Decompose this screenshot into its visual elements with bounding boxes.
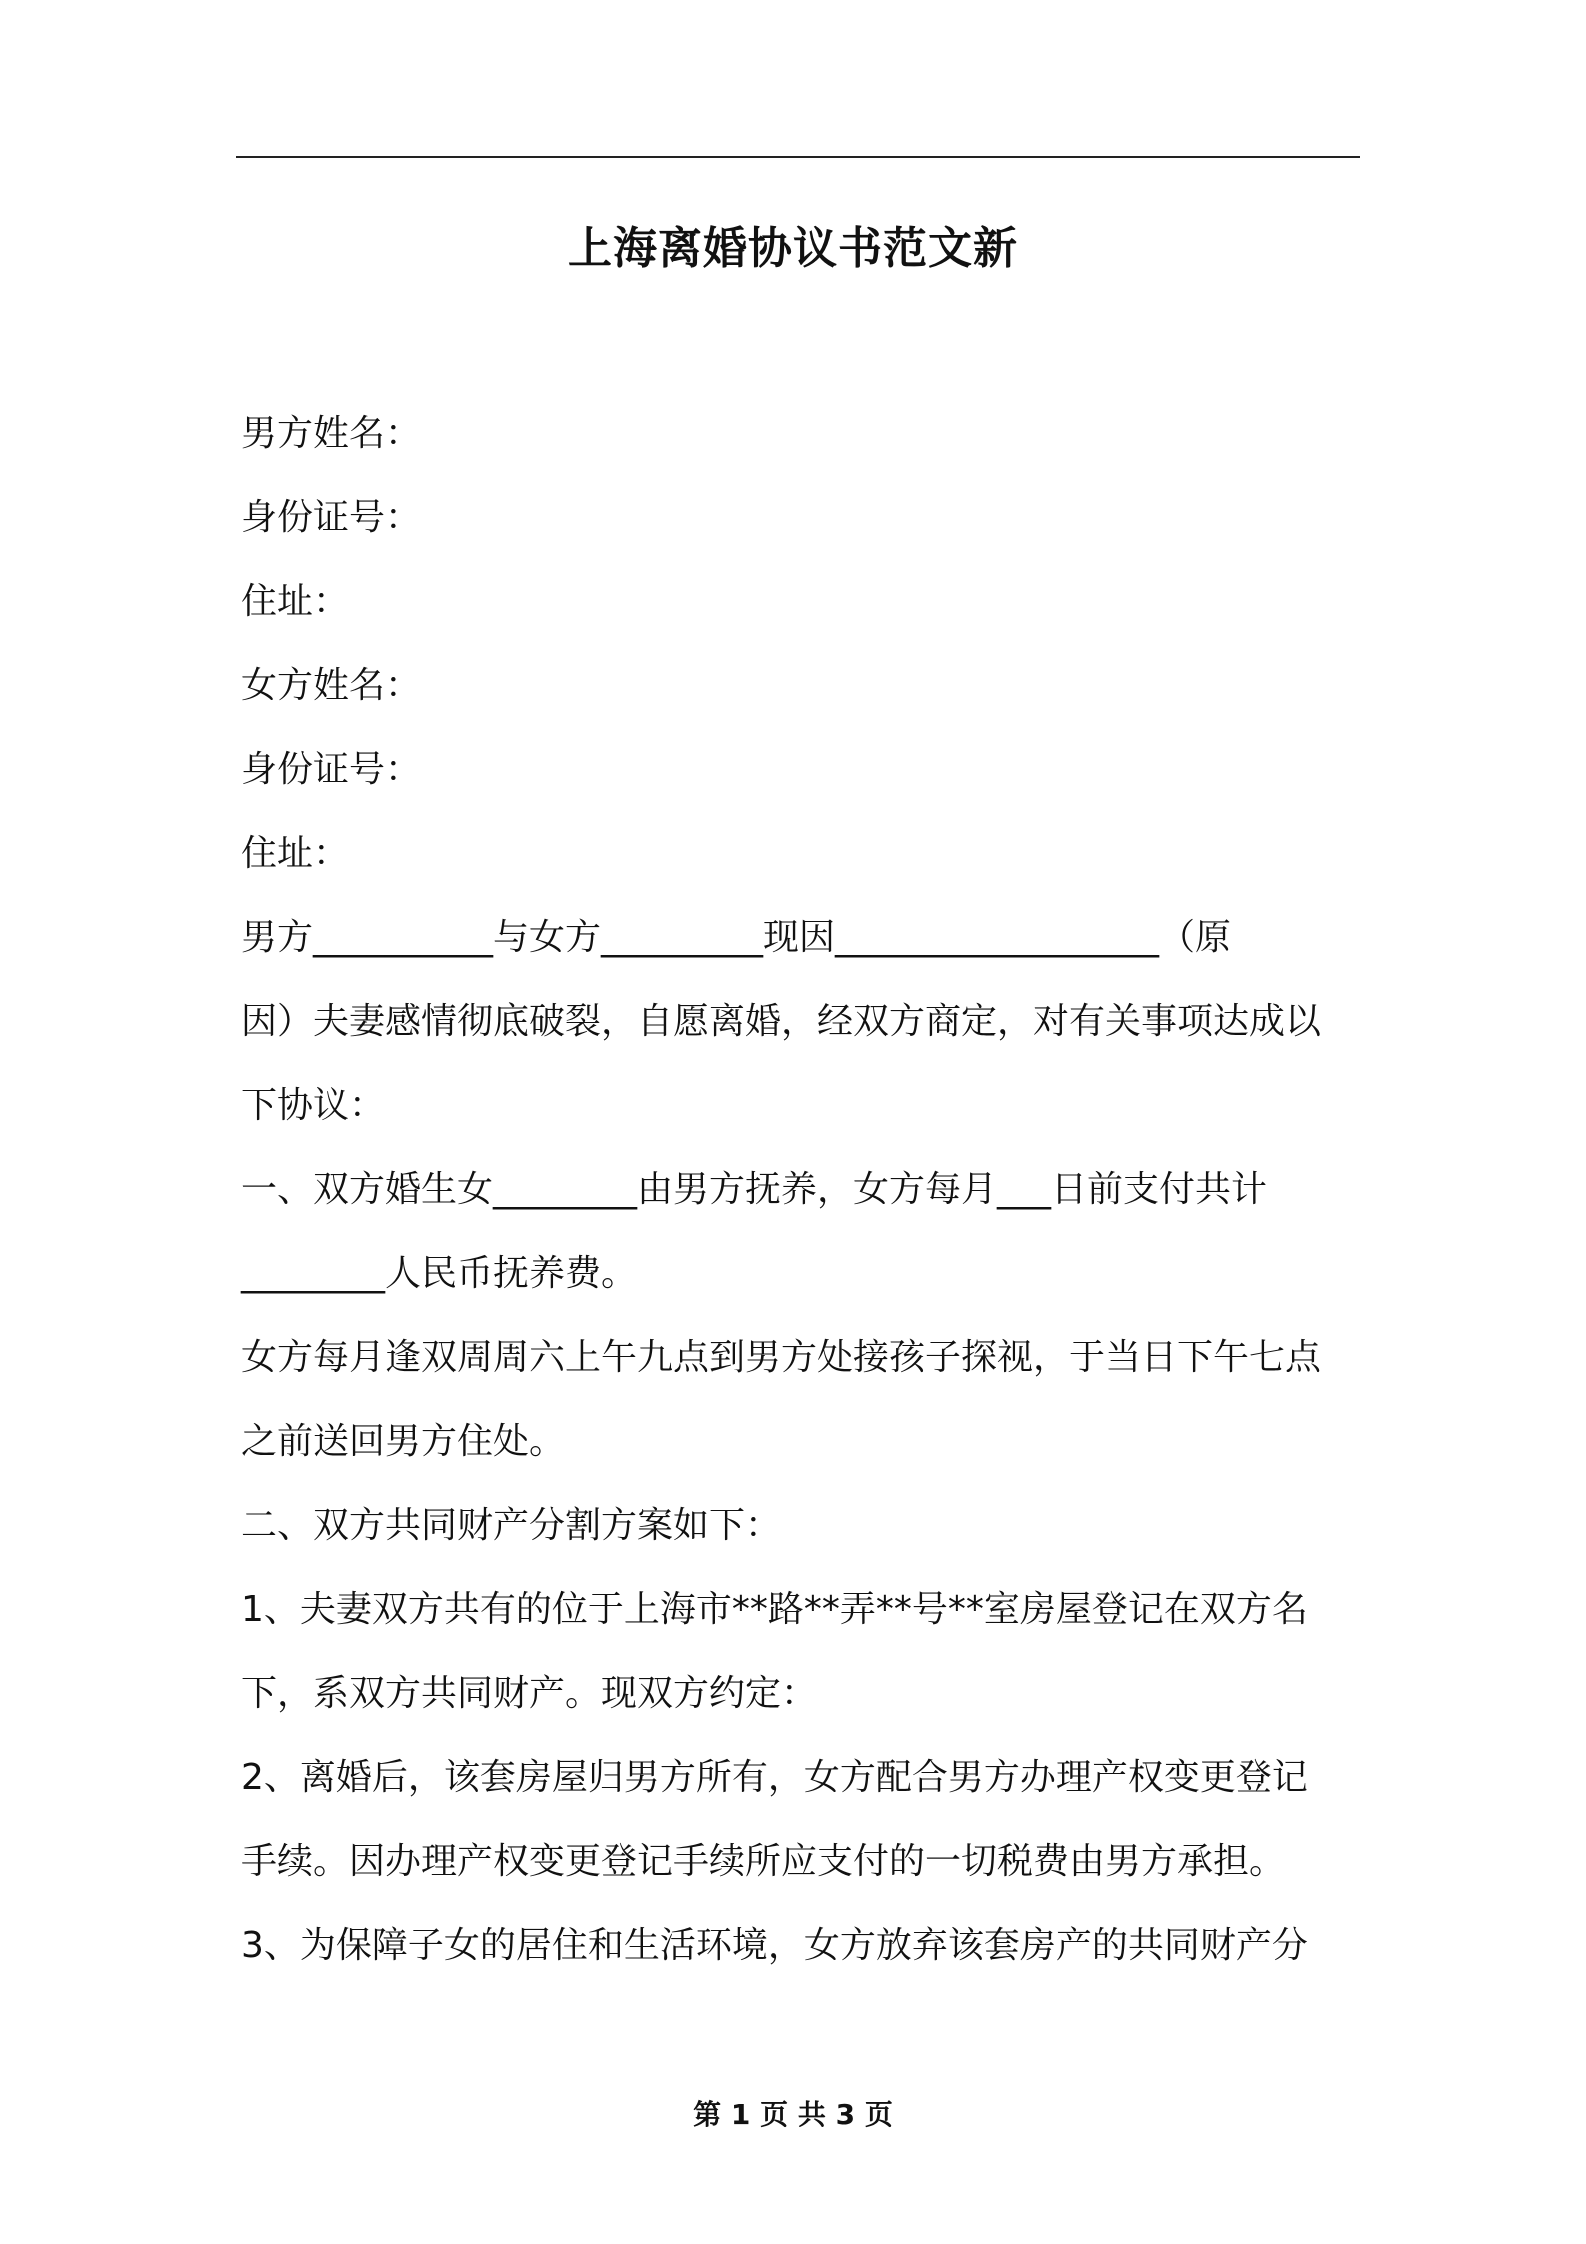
text-line: 女方每月逢双周周六上午九点到男方处接孩子探视，于当日下午七点: [241, 1337, 1322, 1378]
text-line: 男方__________与女方_________现因__________________（原: [241, 917, 1232, 958]
text-line: 女方姓名：: [241, 665, 422, 706]
text-line: 之前送回男方住处。: [241, 1421, 566, 1462]
document-body: [241, 392, 1357, 1988]
document-title: 上海离婚协议书范文新: [568, 223, 1018, 274]
text-line: 3、为保障子女的居住和生活环境，女方放弃该套房产的共同财产分: [241, 1925, 1308, 1966]
text-line: 住址：: [241, 581, 350, 622]
page-number-footer: 第 1 页 共 3 页: [693, 2098, 893, 2131]
text-line: 2、离婚后，该套房屋归男方所有，女方配合男方办理产权变更登记: [241, 1757, 1308, 1798]
text-line: 下协议：: [241, 1085, 386, 1126]
text-line: 身份证号：: [241, 749, 422, 790]
text-line: ________人民币抚养费。: [241, 1253, 638, 1294]
text-line: 男方姓名：: [241, 413, 422, 454]
text-line: 住址：: [241, 833, 350, 874]
text-line: 一、双方婚生女________由男方抚养，女方每月___日前支付共计: [241, 1169, 1268, 1210]
header-rule: [236, 156, 1360, 158]
text-line: 二、双方共同财产分割方案如下：: [241, 1505, 782, 1546]
text-line: 手续。因办理产权变更登记手续所应支付的一切税费由男方承担。: [241, 1841, 1286, 1882]
text-line: 身份证号：: [241, 497, 422, 538]
text-line: 1、夫妻双方共有的位于上海市**路**弄**号**室房屋登记在双方名: [241, 1589, 1308, 1630]
text-line: 下，系双方共同财产。现双方约定：: [241, 1673, 818, 1714]
text-line: 因）夫妻感情彻底破裂，自愿离婚，经双方商定，对有关事项达成以: [241, 1001, 1322, 1042]
